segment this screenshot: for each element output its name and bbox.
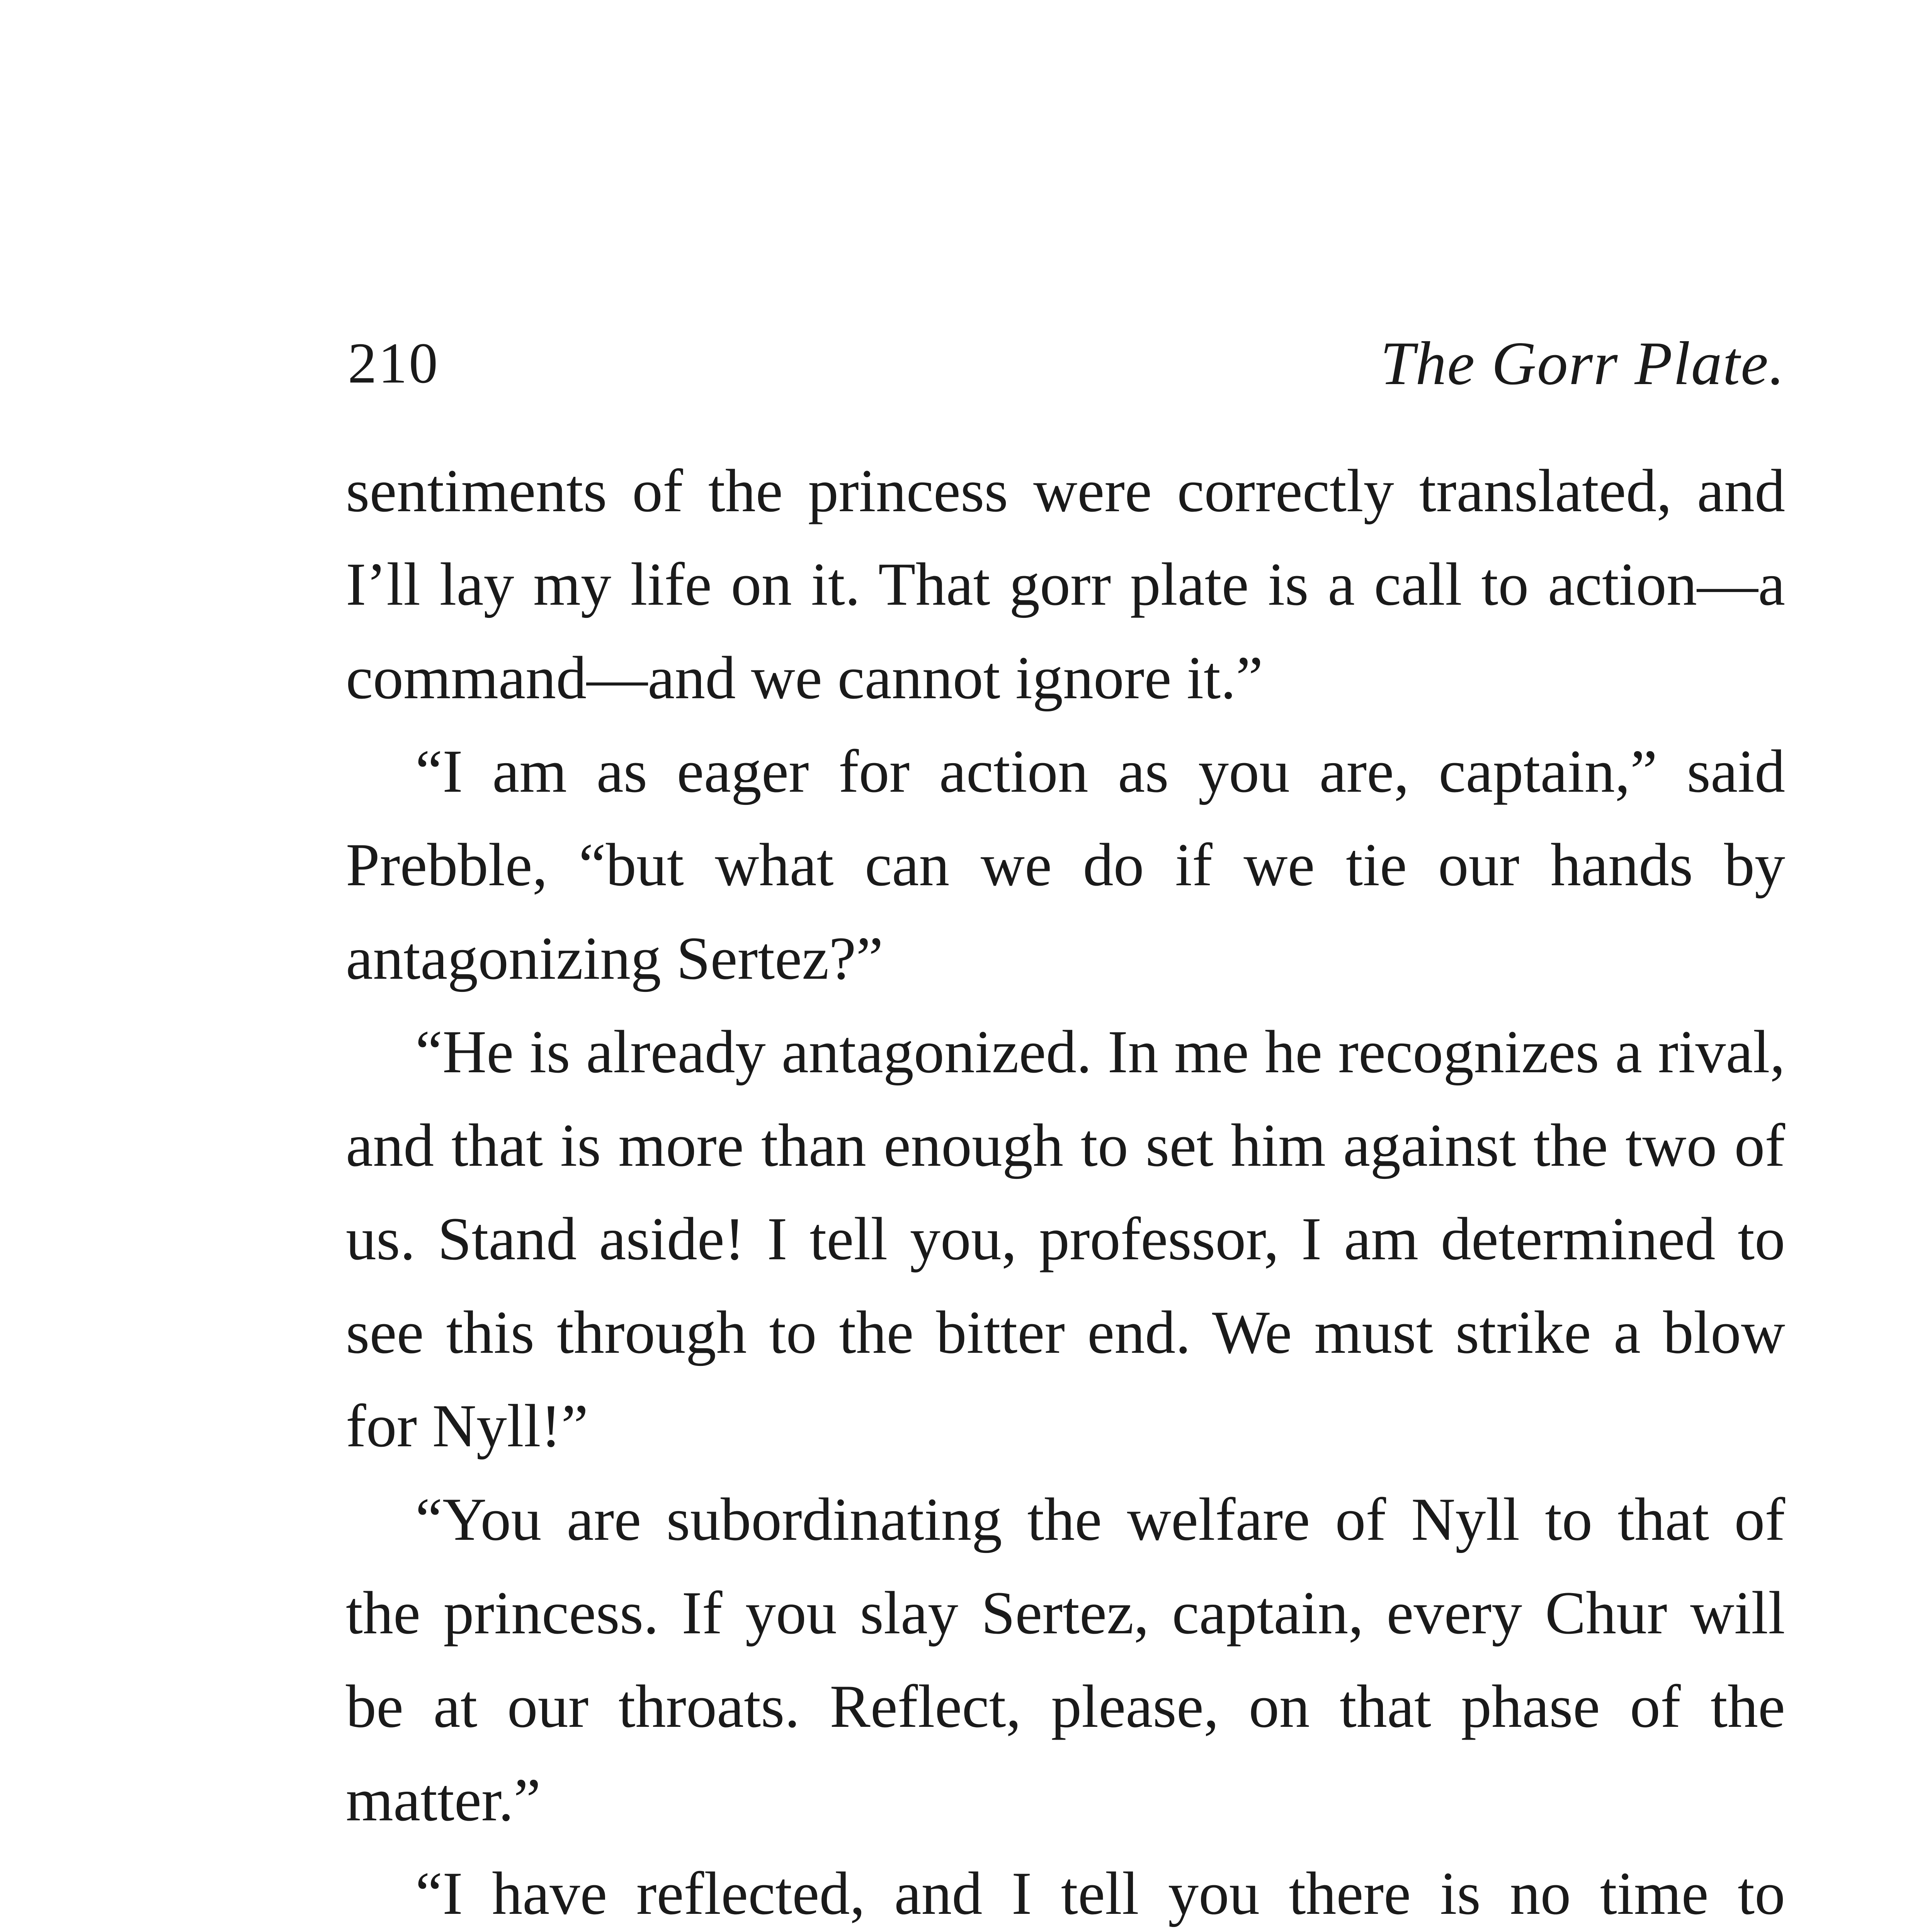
paragraph: “He is already antagonized. In me he recognizes a rival, and that is more than enough to set him against the two of us. Stand aside! I tell you, professor, I am determined to see this through to the bitter end. We must strike a blow for Nyll!” <box>346 1018 1785 1460</box>
paragraph: “I have reflected, and I tell you there is no time to <box>415 1860 1785 1927</box>
paragraph: “I am as eager for action as you are, captain,” said Prebble, “but what can we do if we tie our hands by antagonizing Sertez?” <box>346 738 1785 992</box>
paragraph: “You are subordinating the welfare of Nyll to that of the princess. If you slay Sertez, captain, every Chur will be at our throats. Reflect, please, on that phase of the matter.” <box>346 1486 1785 1834</box>
body-text <box>346 444 1785 1932</box>
page-number: 210 <box>348 331 439 395</box>
running-title: The Gorr Plate. <box>1380 329 1785 398</box>
page-header <box>348 325 1785 402</box>
paragraph: sentiments of the princess were correctly translated, and I’ll lay my life on it. That gorr plate is a call to action—a command—and we cannot ignore it.” <box>346 457 1785 712</box>
